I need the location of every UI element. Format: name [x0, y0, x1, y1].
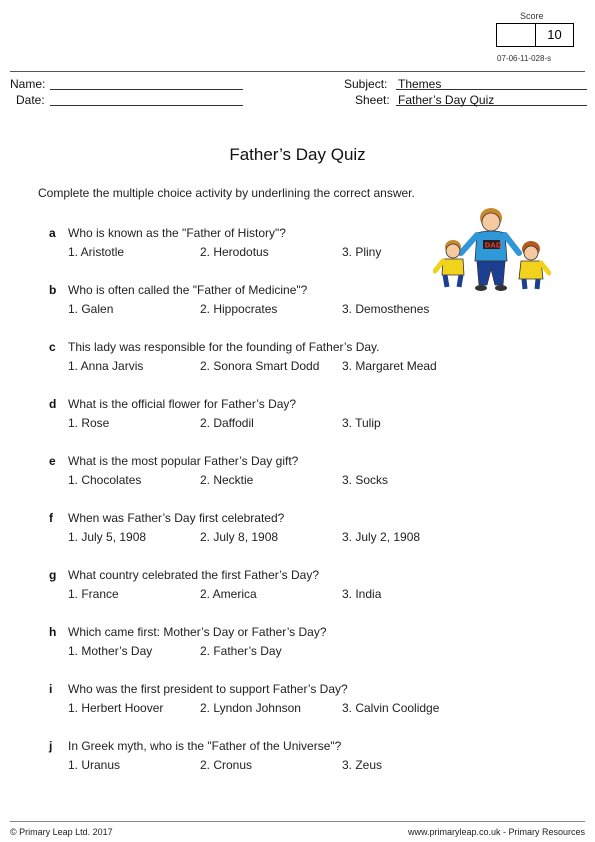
question-text: Who is known as the "Father of History"? — [68, 226, 286, 240]
question-text: In Greek myth, who is the "Father of the Universe"? — [68, 739, 342, 753]
question-text: When was Father’s Day first celebrated? — [68, 511, 285, 525]
question-letter: b — [49, 283, 57, 297]
answer-option[interactable]: 1. Mother’s Day — [68, 644, 153, 658]
dad-shirt-text: DAD — [484, 241, 502, 250]
father-with-children-illustration — [433, 203, 551, 293]
question-text: What country celebrated the first Father’s Day? — [68, 568, 320, 582]
answer-option[interactable]: 2. Father’s Day — [200, 644, 282, 658]
name-field[interactable] — [50, 77, 243, 90]
question-letter: h — [49, 625, 57, 639]
answer-option[interactable]: 3. Calvin Coolidge — [342, 701, 440, 715]
question-letter: f — [49, 511, 53, 525]
subject-value: Themes — [398, 77, 442, 91]
question-letter: i — [49, 682, 53, 696]
score-max: 10 — [535, 23, 574, 47]
question-letter: j — [49, 739, 53, 753]
footer-website: www.primaryleap.co.uk - Primary Resources — [407, 827, 585, 837]
question-text: Who is often called the "Father of Medicine"? — [68, 283, 308, 297]
answer-option[interactable]: 2. July 8, 1908 — [200, 530, 279, 544]
answer-option[interactable]: 3. India — [342, 587, 382, 601]
answer-option[interactable]: 2. Herodotus — [200, 245, 269, 259]
name-label: Name: — [10, 77, 46, 91]
footer-copyright: © Primary Leap Ltd. 2017 — [10, 827, 113, 837]
answer-option[interactable]: 1. Anna Jarvis — [68, 359, 144, 373]
answer-option[interactable]: 1. July 5, 1908 — [68, 530, 147, 544]
answer-option[interactable]: 3. Pliny — [342, 245, 382, 259]
question-letter: g — [49, 568, 57, 582]
answer-option[interactable]: 1. Uranus — [68, 758, 121, 772]
question-text: This lady was responsible for the founding of Father’s Day. — [68, 340, 380, 354]
answer-option[interactable]: 2. Hippocrates — [200, 302, 278, 316]
question-text: Which came first: Mother’s Day or Father’s Day? — [68, 625, 327, 639]
question-text: Who was the first president to support Father’s Day? — [68, 682, 348, 696]
question-text: What is the most popular Father’s Day gift? — [68, 454, 299, 468]
sheet-value: Father’s Day Quiz — [398, 93, 495, 107]
page-title: Father’s Day Quiz — [229, 145, 366, 164]
answer-option[interactable]: 1. France — [68, 587, 119, 601]
answer-option[interactable]: 3. Zeus — [342, 758, 383, 772]
answer-option[interactable]: 2. Daffodil — [200, 416, 254, 430]
subject-label: Subject: — [344, 77, 388, 91]
answer-option[interactable]: 1. Rose — [68, 416, 110, 430]
date-field[interactable] — [50, 93, 243, 106]
header-divider — [10, 71, 585, 72]
sheet-code: 07-06-11-028-s — [497, 54, 552, 63]
sheet-label: Sheet: — [355, 93, 390, 107]
answer-option[interactable]: 2. Cronus — [200, 758, 253, 772]
question-letter: c — [49, 340, 56, 354]
answer-option[interactable]: 2. Necktie — [200, 473, 254, 487]
answer-option[interactable]: 1. Herbert Hoover — [68, 701, 164, 715]
answer-option[interactable]: 3. July 2, 1908 — [342, 530, 421, 544]
answer-option[interactable]: 1. Aristotle — [68, 245, 125, 259]
answer-option[interactable]: 3. Margaret Mead — [342, 359, 437, 373]
answer-option[interactable]: 2. America — [200, 587, 257, 601]
answer-option[interactable]: 1. Chocolates — [68, 473, 142, 487]
question-letter: e — [49, 454, 56, 468]
question-letter: a — [49, 226, 56, 240]
footer-divider — [10, 821, 585, 822]
score-input[interactable] — [496, 23, 536, 47]
date-label: Date: — [16, 93, 45, 107]
answer-option[interactable]: 3. Demosthenes — [342, 302, 430, 316]
answer-option[interactable]: 2. Lyndon Johnson — [200, 701, 301, 715]
question-letter: d — [49, 397, 57, 411]
instructions: Complete the multiple choice activity by underlining the correct answer. — [38, 186, 415, 200]
answer-option[interactable]: 3. Socks — [342, 473, 389, 487]
score-label: Score — [520, 11, 544, 21]
answer-option[interactable]: 2. Sonora Smart Dodd — [200, 359, 320, 373]
question-text: What is the official flower for Father’s Day? — [68, 397, 297, 411]
answer-option[interactable]: 1. Galen — [68, 302, 114, 316]
answer-option[interactable]: 3. Tulip — [342, 416, 381, 430]
